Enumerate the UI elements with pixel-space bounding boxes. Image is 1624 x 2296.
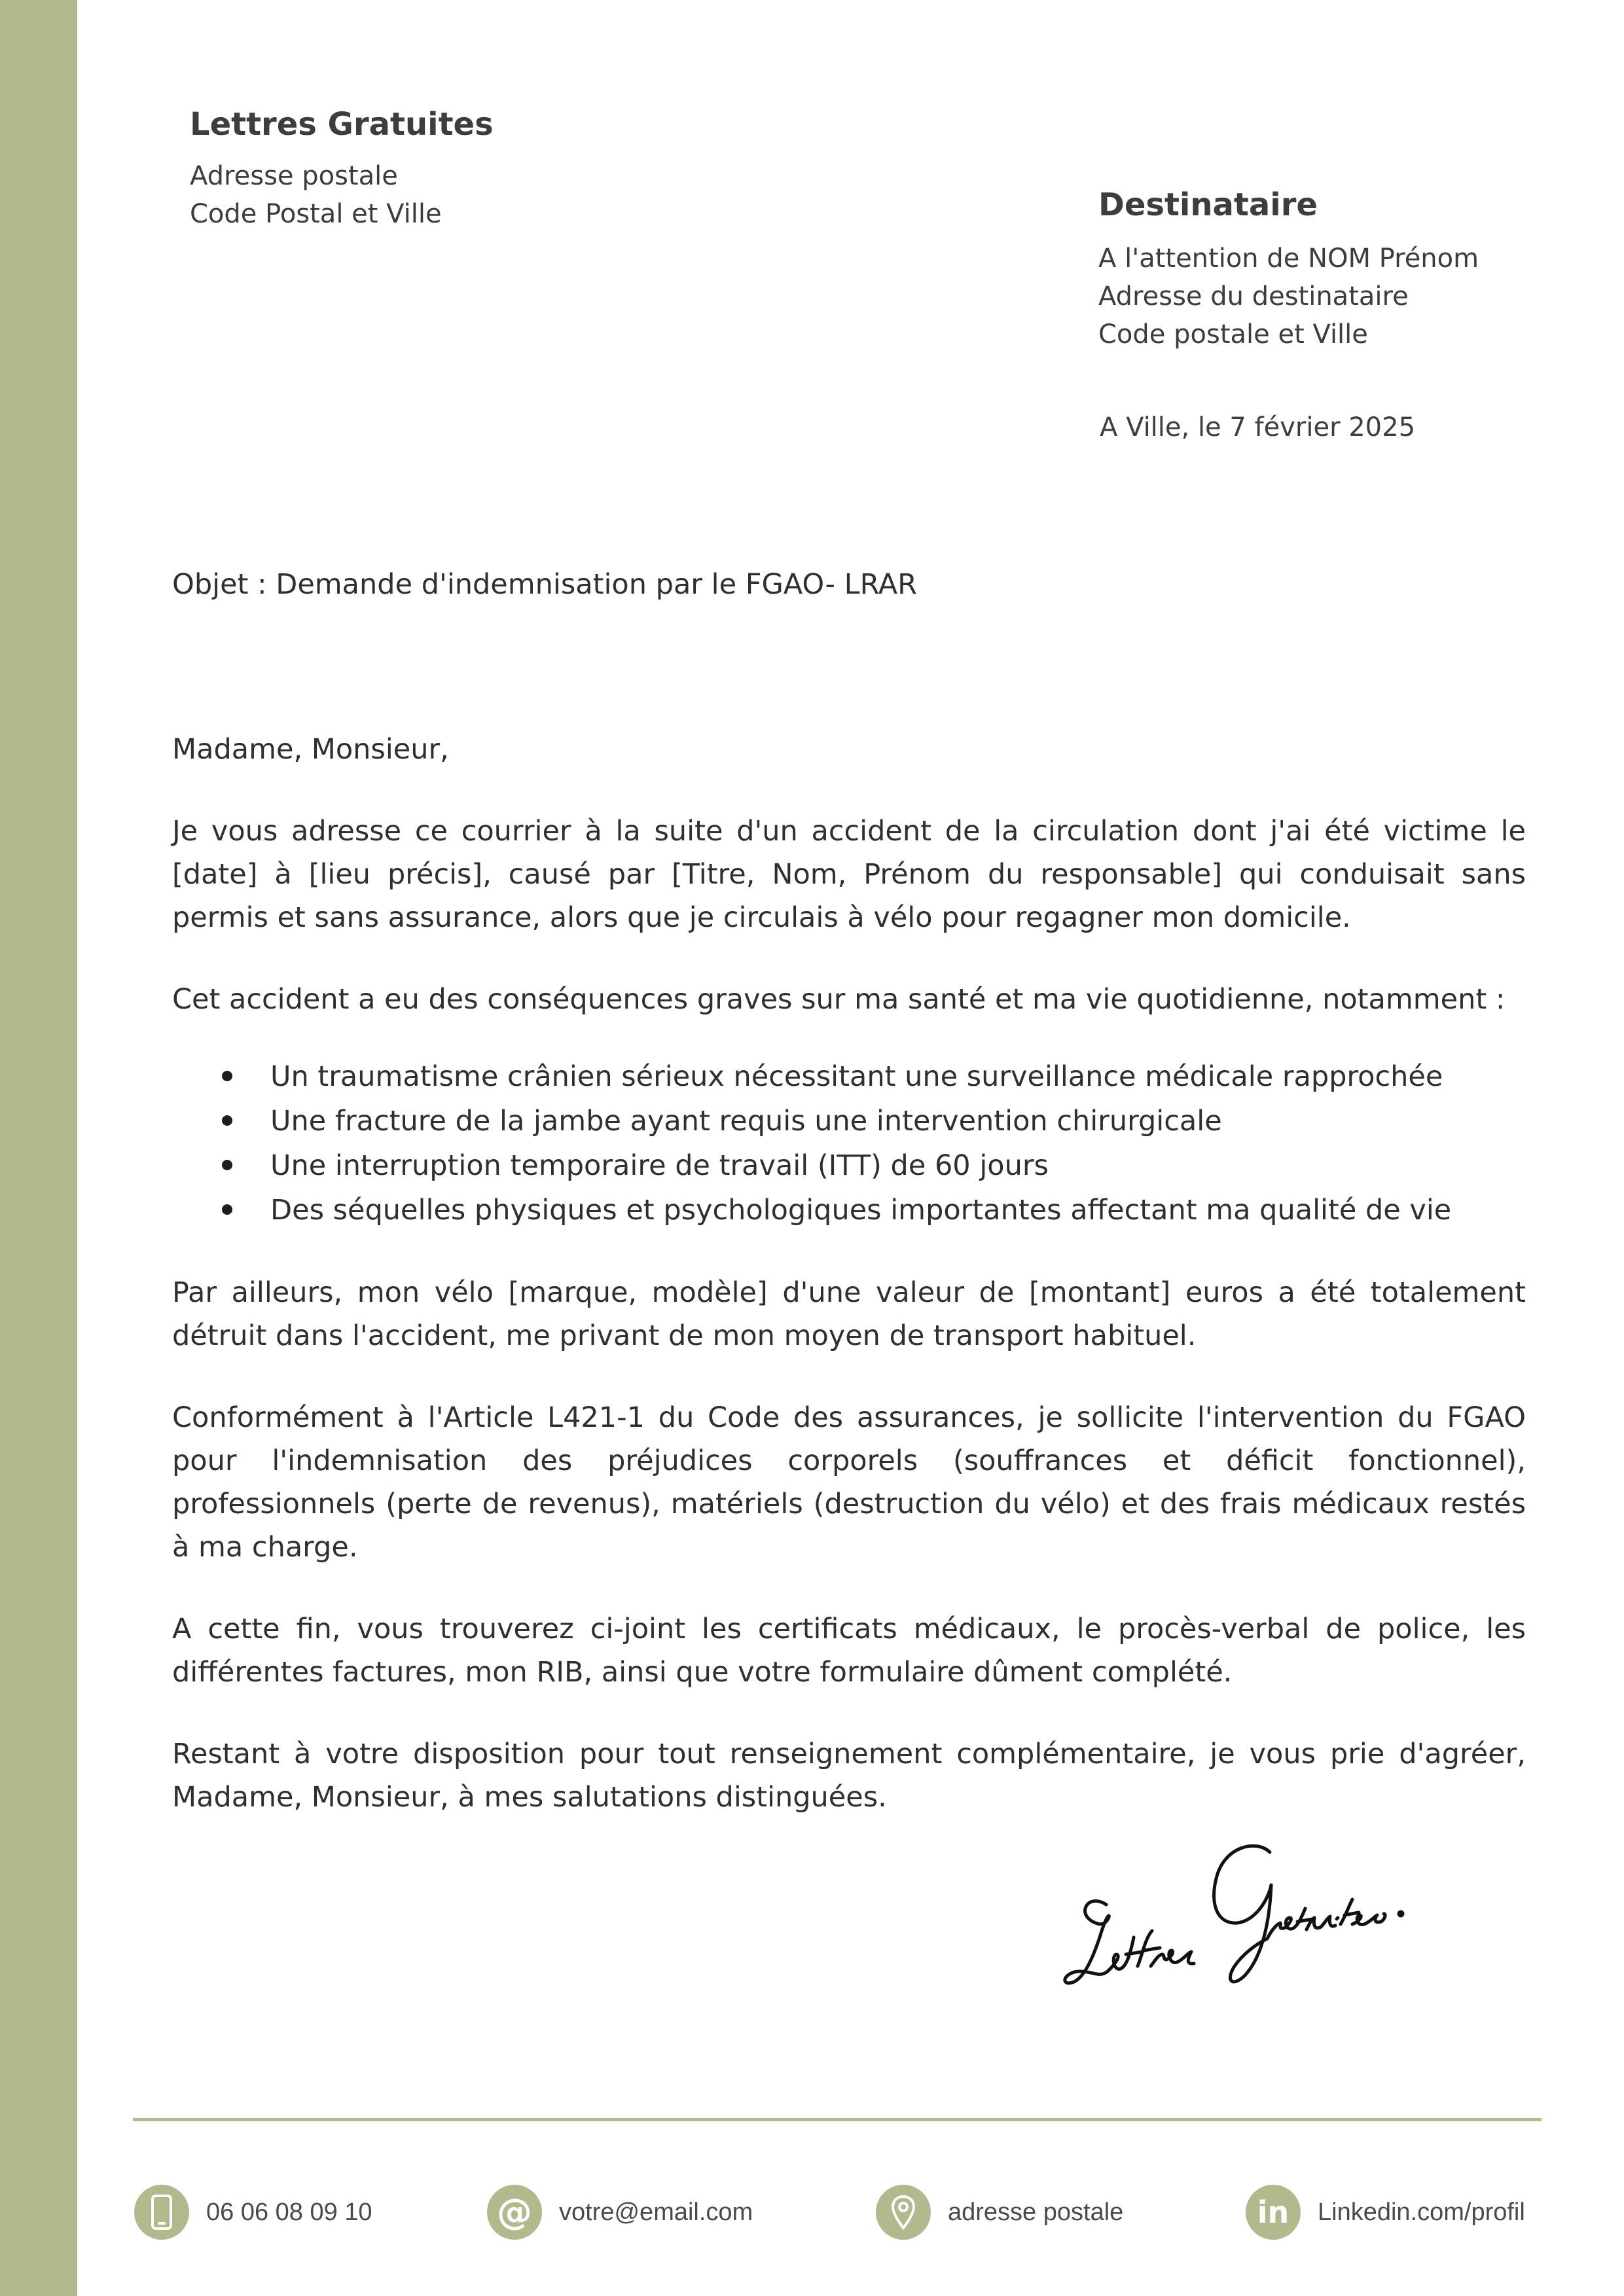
recipient-block xyxy=(1098,182,1596,353)
linkedin-icon: in xyxy=(1246,2185,1301,2240)
recipient-address: Adresse du destinataire xyxy=(1098,281,1409,312)
side-accent-band xyxy=(0,0,77,2296)
phone-number: 06 06 08 09 10 xyxy=(206,2198,372,2226)
consequences-list xyxy=(172,1054,1526,1232)
greeting: Madame, Monsieur, xyxy=(172,733,449,766)
email-address[interactable]: votre@email.com xyxy=(559,2198,753,2226)
handwritten-signature xyxy=(1060,1826,1453,1996)
footer-divider xyxy=(133,2118,1542,2121)
recipient-attention: A l'attention de NOM Prénom xyxy=(1098,243,1479,274)
body-paragraph: Par ailleurs, mon vélo [marque, modèle] d'une valeur de [montant] euros a été totalement détruit dans l'accident, me privant de mon moyen de transport habituel. xyxy=(172,1276,1526,1352)
sender-address: Adresse postale xyxy=(190,161,398,191)
footer-address xyxy=(876,2185,1123,2240)
list-item: Une fracture de la jambe ayant requis une intervention chirurgicale xyxy=(172,1099,1526,1143)
at-sign-icon: @ xyxy=(487,2185,542,2240)
letter-body xyxy=(172,728,1526,1857)
recipient-city: Code postale et Ville xyxy=(1098,319,1368,350)
list-item: Une interruption temporaire de travail (ITT) de 60 jours xyxy=(172,1143,1526,1188)
footer-linkedin xyxy=(1246,2185,1525,2240)
letter-subject: Objet : Demande d'indemnisation par le FGAO- LRAR xyxy=(172,568,918,601)
body-paragraph: Conformément à l'Article L421-1 du Code des assurances, je sollicite l'intervention du FGAO pour l'indemnisation des préjudices corporels (souffrances et déficit fonctionnel), professionnels (perte de revenus), matériels (destruction du vélo) et des frais médicaux restés à ma charge. xyxy=(172,1401,1526,1564)
body-paragraph: Je vous adresse ce courrier à la suite d'un accident de la circulation dont j'ai été victime le [date] à [lieu précis], causé par [Titre, Nom, Prénom du responsable] qui conduisait sans permis et sans assurance, alors que je circulais à vélo pour regagner mon domicile. xyxy=(172,815,1526,934)
sender-name: Lettres Gratuites xyxy=(190,106,494,143)
list-item: Un traumatisme crânien sérieux nécessitant une surveillance médicale rapprochée xyxy=(172,1054,1526,1099)
location-pin-icon xyxy=(876,2185,931,2240)
sender-city: Code Postal et Ville xyxy=(190,199,442,229)
phone-icon xyxy=(134,2185,189,2240)
letter-date: A Ville, le 7 février 2025 xyxy=(1100,412,1416,442)
footer-email xyxy=(487,2185,753,2240)
linkedin-profile[interactable]: Linkedin.com/profil xyxy=(1318,2198,1525,2226)
sender-block xyxy=(190,98,779,233)
recipient-title: Destinataire xyxy=(1098,187,1318,223)
footer-phone xyxy=(134,2185,372,2240)
body-paragraph: A cette fin, vous trouverez ci-joint les certificats médicaux, le procès-verbal de police, les différentes factures, mon RIB, ainsi que votre formulaire dûment complété. xyxy=(172,1613,1526,1689)
postal-address: adresse postale xyxy=(948,2198,1124,2226)
body-paragraph: Cet accident a eu des conséquences graves sur ma santé et ma vie quotidienne, notamment : xyxy=(172,983,1506,1016)
list-item: Des séquelles physiques et psychologiques importantes affectant ma qualité de vie xyxy=(172,1188,1526,1232)
body-paragraph: Restant à votre disposition pour tout renseignement complémentaire, je vous prie d'agréer, Madame, Monsieur, à mes salutations distinguées. xyxy=(172,1738,1526,1814)
